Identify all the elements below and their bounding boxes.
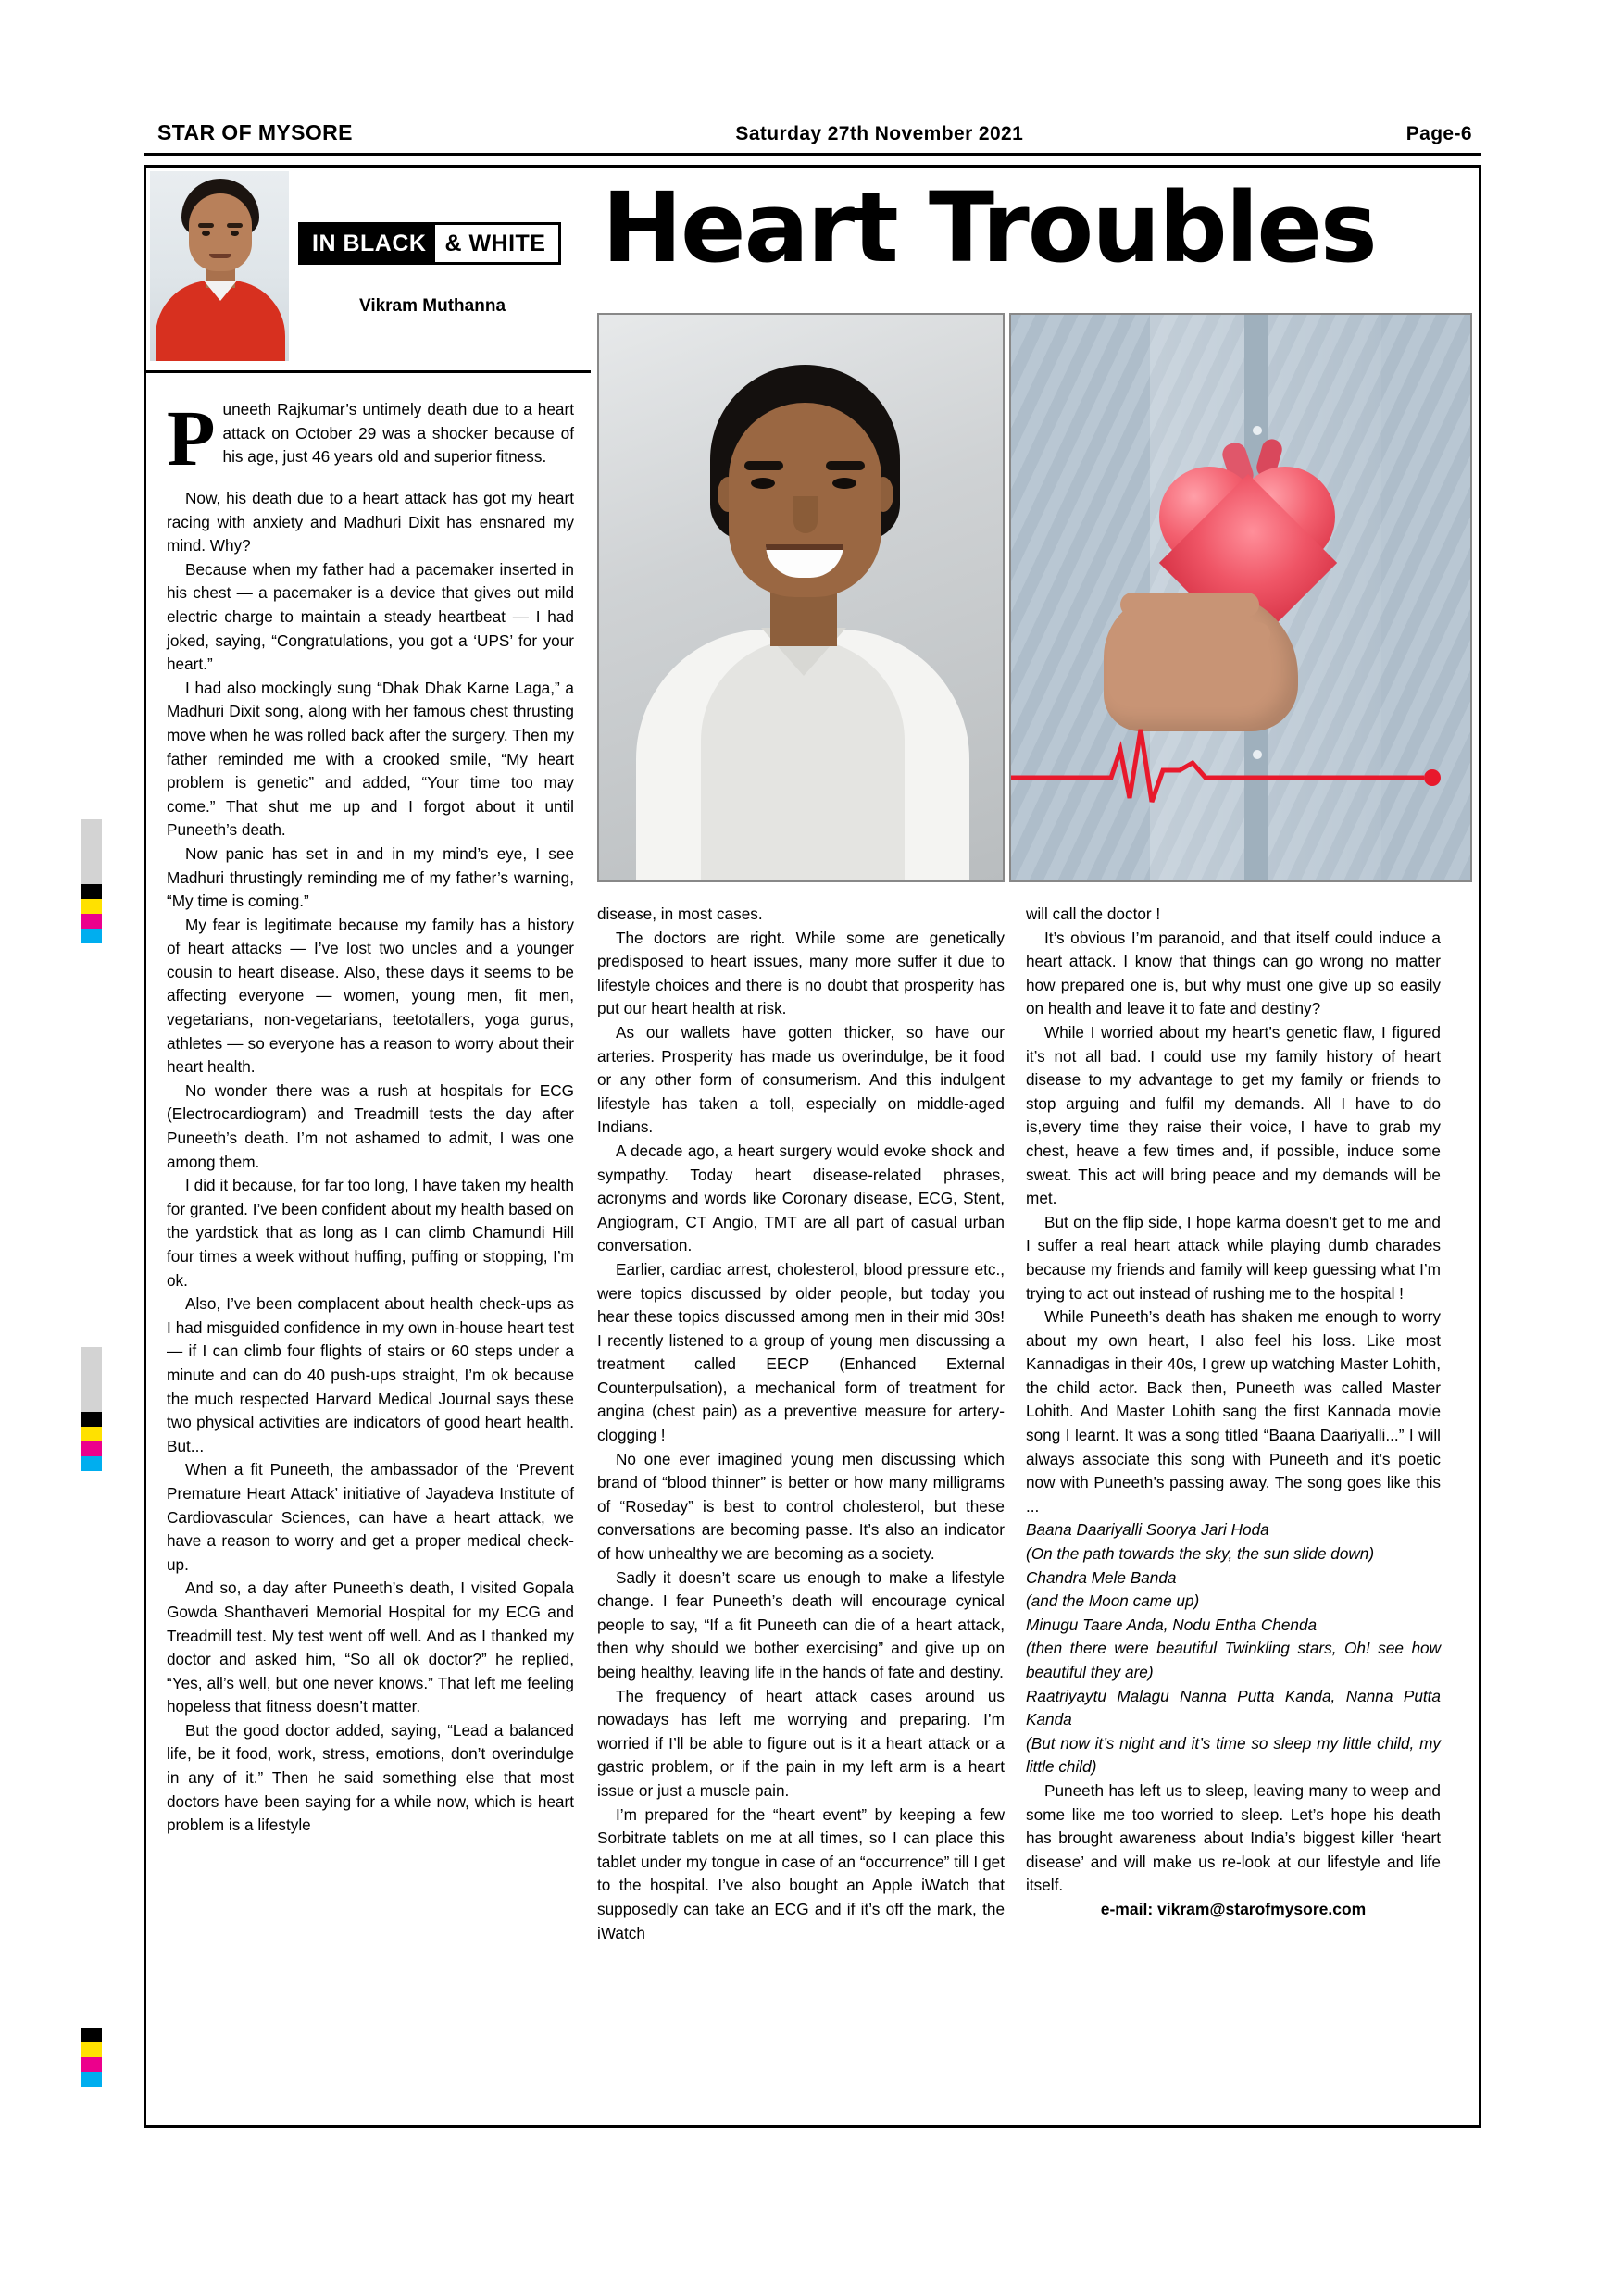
- registration-marks-top: [81, 819, 102, 943]
- paragraph: When a fit Puneeth, the ambassador of the ‘Prevent Premature Heart Attack’ initiative of Jayadeva Institute of Cardiovascular Sciences, can have a heart attack, we have a reason to worry and get a proper medical check-up.: [167, 1460, 574, 1574]
- song-line: Raatriyaytu Malagu Nanna Putta Kanda, Nanna Putta Kanda: [1026, 1686, 1441, 1729]
- paragraph: No one ever imagined young men discussing which brand of “blood thinner” is better or how many milligrams of “Roseday” is best to control cholesterol, but these conversations are becoming passe. It’s also an indicator of how unhealthy we are becoming as a society.: [597, 1449, 1005, 1564]
- paragraph-text: uneeth Rajkumar’s untimely death due to a heart attack on October 29 was a shocker because of his age, just 46 years old and superior fitness.: [222, 400, 574, 467]
- issue-date: Saturday 27th November 2021: [735, 123, 1024, 144]
- paragraph: will call the doctor !: [1026, 905, 1161, 923]
- registration-yellow-bar: [81, 1427, 102, 1441]
- registration-marks-middle: [81, 1347, 102, 1471]
- registration-gray-bar: [81, 1347, 102, 1412]
- paragraph: My fear is legitimate because my family has a history of heart attacks — I’ve lost two uncles and a younger cousin to heart disease. Also, these days it seems to be affecting everyone — women, young men, fit men, vegetarians, non-vegetarians, teetotallers, yoga gurus, athletes — so everyone has a reason to worry about their heart health.: [167, 915, 574, 1077]
- paragraph: Earlier, cardiac arrest, cholesterol, blood pressure etc., were topics discussed by older people, but today you hear these topics discussed among men in their mid 30s! I recently listened to a group of young men discussing a treatment called EECP (Enhanced External Counterpulsation), a mechanical form of treatment for angina (chest pain) as a preventive measure for artery-clogging !: [597, 1259, 1005, 1445]
- masthead-divider: [144, 153, 1481, 156]
- registration-cyan-bar: [81, 1456, 102, 1471]
- paragraph: While I worried about my heart’s genetic flaw, I figured it’s not all bad. I could use my family history of heart disease to my advantage to get my family or friends to stop arguing and fulfil my demands. All I have to do is,every time they raise their voice, I have to grab my chest, heave a few times and, if possible, induce some sweat. This act will bring peace and my demands will be met.: [1026, 1022, 1441, 1208]
- paragraph: It’s obvious I’m paranoid, and that itself could induce a heart attack. I know that things can go wrong no matter how prepared one is, but why must one give up so easily on health and leave it to fate and destiny?: [1026, 928, 1441, 1018]
- body-column-3: [1026, 903, 1441, 1922]
- song-line: (then there were beautiful Twinkling stars, Oh! see how beautiful they are): [1026, 1639, 1441, 1681]
- paragraph: The frequency of heart attack cases around us nowadays has left me worrying and preparing. I’m worried if I’ll be able to figure out is it a heart attack or a gastric problem, or if the pain in my left arm is a heart issue or just a muscle pain.: [597, 1686, 1005, 1800]
- registration-black-bar: [81, 884, 102, 899]
- registration-magenta-bar: [81, 2057, 102, 2072]
- paragraph: But the good doctor added, saying, “Lead a balanced life, be it food, work, stress, emotions, don’t overindulge in any of it.” Then he said something else that most doctors have been saying for a while now, which is heart problem is a lifestyle: [167, 1720, 574, 1835]
- song-line: (and the Moon came up): [1026, 1591, 1200, 1611]
- paragraph: I had also mockingly sung “Dhak Dhak Karne Laga,” a Madhuri Dixit song, along with her famous chest thrusting move when he was rolled back after the surgery. Then my father reminded me with a crooked smile, “My heart problem is genetic” and added, “Your time too may come.” That shut me up and I forgot about it until Puneeth’s death.: [167, 678, 574, 840]
- song-line: Chandra Mele Banda: [1026, 1567, 1177, 1587]
- photo-chest-pain-heart: [1009, 313, 1472, 882]
- column-tag-white: & WHITE: [435, 225, 558, 262]
- paragraph: disease, in most cases.: [597, 905, 763, 923]
- headline-divider: [146, 370, 591, 373]
- registration-gray-bar: [81, 819, 102, 884]
- photo-puneeth-rajkumar: [597, 313, 1005, 882]
- paragraph: Because when my father had a pacemaker inserted in his chest — a pacemaker is a device that gives out mild electric charge to maintain a steady heartbeat — I had joked, saying, “Congratulations, you got a ‘UPS’ for your heart.”: [167, 559, 574, 674]
- registration-yellow-bar: [81, 2042, 102, 2057]
- paragraph: A decade ago, a heart surgery would evoke shock and sympathy. Today heart disease-related phrases, acronyms and words like Coronary disease, ECG, Stent, Angiogram, CT Angio, TMT are all part of casual urban conversation.: [597, 1141, 1005, 1255]
- registration-yellow-bar: [81, 899, 102, 914]
- registration-cyan-bar: [81, 929, 102, 943]
- paragraph: I’m prepared for the “heart event” by keeping a few Sorbitrate tablets on me at all times, so I can place this tablet under my tongue in case of an “occurrence” till I get to the hospital. I’ve also bought an Apple iWatch that supposedly can take an ECG and if it’s off the mark, the iWatch: [597, 1804, 1005, 1942]
- song-line: Minugu Taare Anda, Nodu Entha Chenda: [1026, 1615, 1318, 1634]
- paragraph: As our wallets have gotten thicker, so have our arteries. Prosperity has made us overindulge, be it food or any other form of consumerism. And this indulgent lifestyle has taken a toll, especially on middle-aged Indians.: [597, 1022, 1005, 1137]
- page-number: Page-6: [1405, 123, 1472, 144]
- registration-magenta-bar: [81, 914, 102, 929]
- paragraph: Now panic has set in and in my mind’s eye, I see Madhuri thrustingly reminding me of my father’s warning, “My time is coming.”: [167, 843, 574, 911]
- paragraph: While Puneeth’s death has shaken me enough to worry about my own heart, I also feel his loss. Like most Kannadigas in their 40s, I grew up watching Master Lohith, the child actor. Back then, Puneeth was called Master Lohith. And Master Lohith sang the first Kannada movie song I learnt. It was a song titled “Baana Daariyalli...” I will always associate this song with Puneeth and it’s poetic now with Puneeth’s passing away. The song goes like this ...: [1026, 1307, 1441, 1516]
- paragraph: I did it because, for far too long, I have taken my health for granted. I’ve been confident about my health based on the yardstick that as long as I can climb Chamundi Hill four times a week without huffing, puffing or stopping, I’m ok.: [167, 1176, 574, 1290]
- registration-cyan-bar: [81, 2072, 102, 2087]
- headline: Heart Troubles: [602, 171, 1376, 284]
- song-line: Baana Daariyalli Soorya Jari Hoda: [1026, 1520, 1269, 1540]
- registration-marks-bottom: [81, 2028, 102, 2087]
- registration-black-bar: [81, 1412, 102, 1427]
- closing-paragraph: Puneeth has left us to sleep, leaving many to weep and some like me too worried to sleep. Let’s hope his death has brought awareness about India’s biggest killer ‘heart disease’ and will make us re-look at our lifestyle and life itself.: [1026, 1780, 1441, 1895]
- ecg-line-icon: [1011, 713, 1472, 815]
- author-photo: [150, 171, 289, 361]
- paragraph: Sadly it doesn’t scare us enough to make a lifestyle change. I fear Puneeth’s death will encourage cynical people to say, “If a fit Puneeth can die of a heart attack, then why should we bother exercising” and give up on being healthy, leaving life in the hands of fate and destiny.: [597, 1567, 1005, 1681]
- author-email: e-mail: vikram@starofmysore.com: [1100, 1899, 1367, 1918]
- column-tag-black: IN BLACK: [301, 225, 435, 262]
- body-column-2: [597, 903, 1005, 1945]
- registration-black-bar: [81, 2028, 102, 2042]
- drop-cap: P: [167, 393, 216, 482]
- song-line: (But now it’s night and it’s time so sleep my little child, my little child): [1026, 1733, 1441, 1777]
- publication-title: STAR OF MYSORE: [157, 120, 353, 144]
- registration-magenta-bar: [81, 1441, 102, 1456]
- paragraph: The doctors are right. While some are genetically predisposed to heart issues, many more suffer it due to lifestyle choices and there is no doubt that prosperity has put our heart health at risk.: [597, 928, 1005, 1018]
- paragraph: And so, a day after Puneeth’s death, I visited Gopala Gowda Shanthaveri Memorial Hospital for my ECG and Treadmill test. My test went off well. And as I thanked my doctor and asked him, “So all ok doctor?” he replied, “Yes, all’s well, but one never knows.” That left me feeling hopeless that fitness doesn’t matter.: [167, 1578, 574, 1716]
- paragraph: But on the flip side, I hope karma doesn’t get to me and I suffer a real heart attack while playing dumb charades because my friends and family will keep guessing what I’m trying to act out instead of rushing me to the hospital !: [1026, 1212, 1441, 1303]
- masthead: [157, 120, 1472, 145]
- author-byline: Vikram Muthanna: [358, 296, 506, 316]
- body-column-1: [167, 393, 574, 1838]
- column-tag: [298, 222, 561, 265]
- paragraph: No wonder there was a rush at hospitals for ECG (Electrocardiogram) and Treadmill tests the day after Puneeth’s death. I’m not ashamed to admit, I was one among them.: [167, 1080, 574, 1171]
- paragraph: [167, 393, 574, 487]
- paragraph: Also, I’ve been complacent about health check-ups as I had misguided confidence in my own in-house heart test — if I can climb four flights of stairs or 60 steps under a minute and can do 40 push-ups straight, I’m ok because the much respected Harvard Medical Journal says these two physical activities are indicators of good heart health. But...: [167, 1294, 574, 1455]
- paragraph: Now, his death due to a heart attack has got my heart racing with anxiety and Madhuri Dixit has ensnared my mind. Why?: [167, 489, 574, 555]
- song-line: (On the path towards the sky, the sun slide down): [1026, 1544, 1375, 1564]
